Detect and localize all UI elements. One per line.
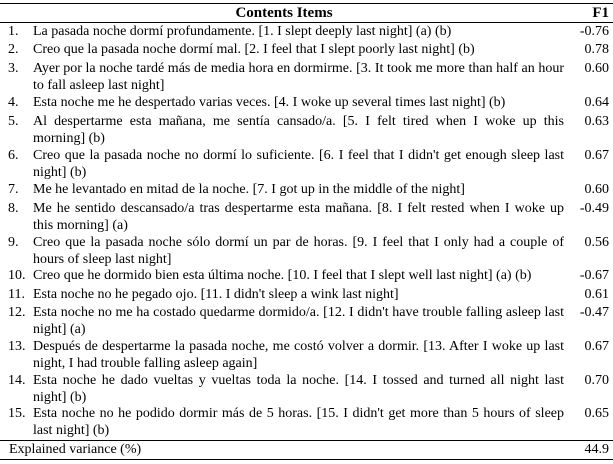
- row-f1: 0.65: [584, 406, 609, 421]
- top-rule: [0, 3, 613, 4]
- row-f1: -0.67: [579, 268, 609, 283]
- row-text: Creo que la pasada noche dormí mal. [2. I feel that I slept poorly last night] (b): [33, 42, 475, 57]
- row-f1: -0.49: [579, 201, 609, 216]
- row-f1: 0.56: [584, 235, 609, 250]
- header-contents-items: Contents Items: [235, 5, 333, 21]
- row-text: Al despertarme esta mañana, me sentía cansado/a. [5. I felt tired when I woke up this morning] (b): [33, 114, 564, 146]
- row-text: Creo que la pasada noche no dormí lo suficiente. [6. I feel that I didn't get enough sleep last night] (b): [33, 148, 564, 180]
- row-number: 2.: [8, 42, 19, 57]
- explained-variance-value: 44.9: [584, 442, 609, 457]
- bottom-rule: [0, 459, 613, 460]
- row-number: 12.: [8, 305, 26, 320]
- row-text: Después de despertarme la pasada noche, me costó volver a dormir. [13. After I woke up last night, I had trouble falling asleep again]: [33, 339, 564, 371]
- row-text: Esta noche no me ha costado quedarme dormido/a. [12. I didn't have trouble falling asleep last night] (a): [33, 305, 564, 337]
- row-number: 4.: [8, 95, 19, 110]
- header-f1: F1: [592, 5, 609, 21]
- row-number: 5.: [8, 114, 19, 129]
- row-f1: 0.60: [584, 182, 609, 197]
- row-number: 7.: [8, 182, 19, 197]
- row-f1: 0.67: [584, 339, 609, 354]
- row-number: 14.: [8, 373, 26, 388]
- row-f1: 0.63: [584, 114, 609, 129]
- row-number: 15.: [8, 406, 26, 421]
- row-text: Creo que la pasada noche sólo dormí un par de horas. [9. I feel that I only had a couple of hours of sleep last night]: [33, 235, 564, 267]
- row-number: 13.: [8, 339, 26, 354]
- explained-variance-label: Explained variance (%): [9, 442, 142, 457]
- row-text: Esta noche no he podido dormir más de 5 horas. [15. I didn't get more than 5 hours of sleep last night] (b): [33, 406, 564, 438]
- row-f1: -0.47: [579, 305, 609, 320]
- row-f1: 0.78: [584, 42, 609, 57]
- row-number: 11.: [8, 287, 25, 302]
- row-text: La pasada noche dormí profundamente. [1. I slept deeply last night] (a) (b): [33, 24, 452, 39]
- row-f1: 0.70: [584, 373, 609, 388]
- row-text: Esta noche he dado vueltas y vueltas toda la noche. [14. I tossed and turned all night last night] (b): [33, 373, 564, 405]
- row-number: 1.: [8, 24, 19, 39]
- row-text: Me he levantado en mitad de la noche. [7. I got up in the middle of the night]: [33, 182, 465, 197]
- row-number: 8.: [8, 201, 19, 216]
- row-number: 9.: [8, 235, 19, 250]
- row-f1: 0.64: [584, 95, 609, 110]
- header-rule: [0, 22, 613, 23]
- row-f1: -0.76: [579, 24, 609, 39]
- row-f1: 0.67: [584, 148, 609, 163]
- row-number: 6.: [8, 148, 19, 163]
- row-number: 10.: [8, 268, 26, 283]
- row-text: Me he sentido descansado/a tras despertarme esta mañana. [8. I felt rested when I woke up this morning] (a): [33, 201, 564, 233]
- row-text: Esta noche no he pegado ojo. [11. I didn't sleep a wink last night]: [33, 287, 399, 302]
- row-text: Ayer por la noche tardé más de media hora en dormirme. [3. It took me more than half an hour to fall asleep last night]: [33, 61, 564, 93]
- row-f1: 0.61: [584, 287, 609, 302]
- row-f1: 0.60: [584, 61, 609, 76]
- row-text: Creo que he dormido bien esta última noche. [10. I feel that I slept well last night] (a) (b): [33, 268, 532, 283]
- row-text: Esta noche me he despertado varias veces. [4. I woke up several times last night] (b): [33, 95, 506, 110]
- row-number: 3.: [8, 61, 19, 76]
